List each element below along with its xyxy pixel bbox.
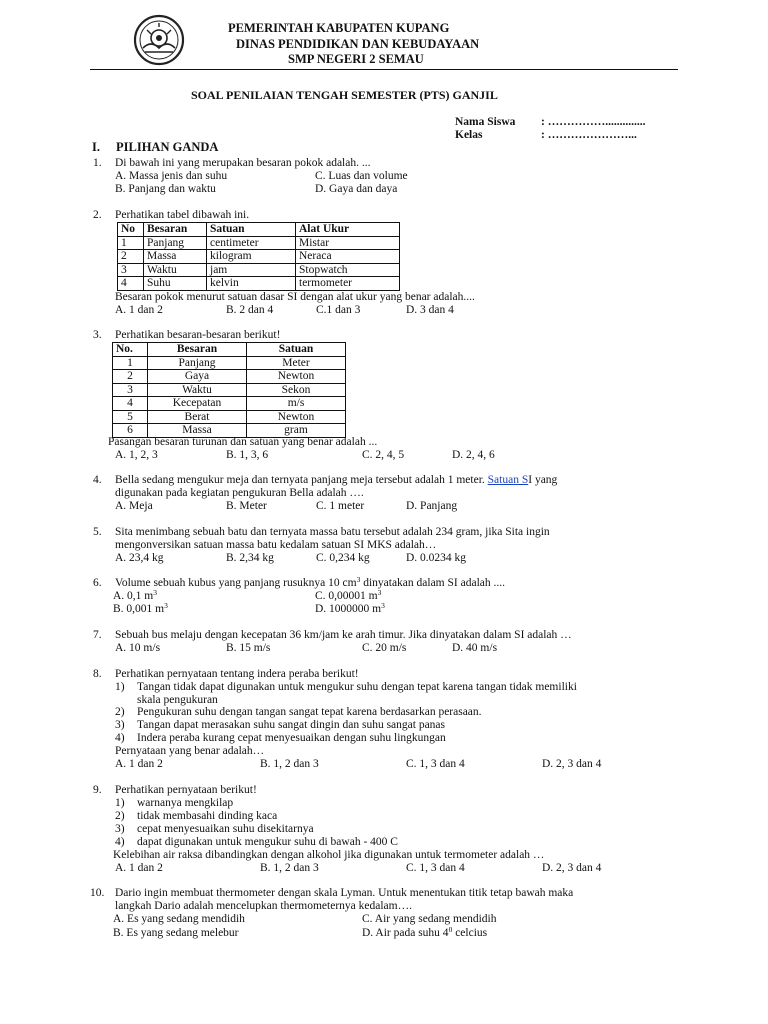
question-text-part: I (528, 474, 533, 486)
table-row (118, 250, 400, 264)
option-b: B. 1, 2 dan 3 (260, 862, 319, 874)
student-name-field: : …………….............. (541, 116, 646, 128)
option-d: D. Gaya dan daya (315, 183, 398, 195)
option-a (113, 590, 157, 604)
superscript: 3 (356, 575, 361, 584)
statement-number: 3) (115, 823, 125, 835)
si-unit-link[interactable]: Satuan S (487, 474, 529, 486)
question-text: Perhatikan pernyataan tentang indera peraba berikut! (115, 668, 359, 680)
option-a: A. 23,4 kg (115, 552, 164, 564)
student-name-label: Nama Siswa (455, 116, 516, 128)
question-text: Sebuah bus melaju dengan kecepatan 36 km/jam ke arah timur. Jika dinyatakan dalam SI adalah … (115, 629, 572, 641)
question-number: 6. (93, 577, 102, 589)
statement-text: Tangan tidak dapat digunakan untuk mengukur suhu dengan tepat karena tangan tidak memiliki (137, 681, 577, 693)
option-c (315, 590, 381, 604)
question-number: 8. (93, 668, 102, 680)
section-number: I. (92, 140, 100, 154)
option-d: D. 40 m/s (452, 642, 498, 654)
option-c: C. 2, 4, 5 (362, 449, 405, 461)
table-header: Satuan (207, 223, 296, 237)
option-b: B. 1, 2 dan 3 (260, 758, 319, 770)
option-a: A. 1, 2, 3 (115, 449, 158, 461)
table-cell: termometer (296, 277, 400, 291)
option-a: A. 10 m/s (115, 642, 161, 654)
table-header: No (118, 223, 144, 237)
question-text (115, 577, 505, 591)
student-class-field: : …………………... (541, 129, 637, 141)
question-text-continued: mengonversikan satuan massa batu kedalam satuan SI MKS adalah… (115, 539, 437, 551)
table-row (113, 370, 346, 384)
table-cell: Panjang (148, 356, 247, 370)
option-c: C. 1, 3 dan 4 (406, 758, 465, 770)
statement-text: warnanya mengkilap (137, 797, 234, 809)
table-cell: 4 (113, 397, 148, 411)
table-cell: Berat (148, 410, 247, 424)
option-b: B. 2,34 kg (226, 552, 274, 564)
header-divider (90, 69, 678, 70)
option-b-text: B. 0,001 m (113, 603, 165, 615)
option-a: A. Massa jenis dan suhu (115, 170, 228, 182)
option-a: A. 1 dan 2 (115, 758, 163, 770)
statement-text: skala pengukuran (137, 694, 218, 706)
table-cell: gram (247, 424, 346, 438)
table-header: Alat Ukur (296, 223, 400, 237)
option-c: C. 1 meter (316, 500, 365, 512)
question-text-part: dinyatakan dalam SI adalah .... (360, 577, 505, 589)
superscript: 3 (164, 601, 168, 610)
table-cell: jam (207, 263, 296, 277)
quantity-unit-tool-table (117, 222, 400, 291)
table-cell: m/s (247, 397, 346, 411)
table-cell: Suhu (144, 277, 207, 291)
table-cell: Waktu (148, 383, 247, 397)
option-a: A. Es yang sedang mendidih (113, 913, 245, 925)
option-d-text: celcius (452, 927, 488, 939)
table-cell: 1 (118, 236, 144, 250)
option-d-text: D. 1000000 m (315, 603, 382, 615)
student-class-label: Kelas (455, 129, 483, 141)
header-government: PEMERINTAH KABUPATEN KUPANG (228, 21, 450, 35)
question-text: Sita menimbang sebuah batu dan ternyata massa batu tersebut adalah 234 gram, jika Sita ingin (115, 526, 550, 538)
table-cell: Panjang (144, 236, 207, 250)
option-a-text: A. 0,1 m (113, 590, 154, 602)
table-cell: 3 (113, 383, 148, 397)
statement-text: Indera peraba kurang cepat menyesuaikan dengan suhu lingkungan (137, 732, 446, 744)
table-row (113, 424, 346, 438)
table-header: No. (113, 343, 148, 357)
statement-number: 4) (115, 836, 125, 848)
option-c: C. Luas dan volume (315, 170, 408, 182)
question-text: Perhatikan tabel dibawah ini. (115, 209, 250, 221)
option-b: B. Meter (226, 500, 267, 512)
option-d: D. 0.0234 kg (406, 552, 467, 564)
table-row (113, 383, 346, 397)
option-d (362, 927, 487, 941)
table-cell: 1 (113, 356, 148, 370)
option-b: B. 2 dan 4 (226, 304, 274, 316)
option-d: D. 2, 4, 6 (452, 449, 495, 461)
option-d: D. 2, 3 dan 4 (542, 862, 602, 874)
table-cell: Gaya (148, 370, 247, 384)
table-header-row (118, 223, 400, 237)
table-cell: 5 (113, 410, 148, 424)
table-cell: centimeter (207, 236, 296, 250)
question-number: 3. (93, 329, 102, 341)
table-cell: 4 (118, 277, 144, 291)
table-cell: Newton (247, 370, 346, 384)
table-cell: kilogram (207, 250, 296, 264)
option-b: B. 15 m/s (226, 642, 271, 654)
statement-number: 2) (115, 706, 125, 718)
question-text: Di bawah ini yang merupakan besaran pokok adalah. ... (115, 157, 371, 169)
question-text: Perhatikan pernyataan berikut! (115, 784, 257, 796)
option-a: A. 1 dan 2 (115, 862, 163, 874)
table-row (113, 397, 346, 411)
statement-text: Tangan dapat merasakan suhu sangat dingin dan suhu sangat panas (137, 719, 446, 731)
option-d: D. 3 dan 4 (406, 304, 454, 316)
option-c: C. 1, 3 dan 4 (406, 862, 465, 874)
statement-text: Pengukuran suhu dengan tangan sangat tepat karena berdasarkan perasaan. (137, 706, 482, 718)
statement-number: 1) (115, 797, 125, 809)
question-number: 1. (93, 157, 102, 169)
question-prompt: Kelebihan air raksa dibandingkan dengan alkohol jika digunakan untuk termometer adalah … (113, 849, 545, 861)
question-text: Perhatikan besaran-besaran berikut! (115, 329, 281, 341)
table-header: Besaran (148, 343, 247, 357)
option-a: A. Meja (115, 500, 153, 512)
option-d (315, 603, 385, 617)
statement-text: cepat menyesuaikan suhu disekitarnya (137, 823, 314, 835)
quantity-unit-table (112, 342, 346, 438)
superscript: 3 (153, 588, 157, 597)
question-number: 10. (90, 887, 105, 899)
question-text-continued: digunakan pada kegiatan pengukuran Bella adalah …. (115, 487, 364, 499)
statement-number: 1) (115, 681, 125, 693)
table-header: Satuan (247, 343, 346, 357)
table-row (118, 263, 400, 277)
option-d: D. 2, 3 dan 4 (542, 758, 602, 770)
table-cell: 3 (118, 263, 144, 277)
table-cell: Sekon (247, 383, 346, 397)
table-cell: 2 (118, 250, 144, 264)
option-b: B. Panjang dan waktu (115, 183, 216, 195)
superscript: 3 (381, 601, 385, 610)
question-text-continued: langkah Dario adalah mencelupkan thermometernya kedalam…. (115, 900, 412, 912)
question-number: 5. (93, 526, 102, 538)
statement-number: 2) (115, 810, 125, 822)
option-c: C. 20 m/s (362, 642, 407, 654)
option-b: B. 1, 3, 6 (226, 449, 269, 461)
question-number: 7. (93, 629, 102, 641)
option-c: C. 0,234 kg (316, 552, 370, 564)
table-row (118, 277, 400, 291)
statement-number: 3) (115, 719, 125, 731)
option-a: A. 1 dan 2 (115, 304, 163, 316)
table-cell: Waktu (144, 263, 207, 277)
table-cell: kelvin (207, 277, 296, 291)
table-cell: Meter (247, 356, 346, 370)
table-row (113, 356, 346, 370)
table-cell: Neraca (296, 250, 400, 264)
question-text (115, 474, 557, 488)
option-c: C. Air yang sedang mendidih (362, 913, 497, 925)
section-title: PILIHAN GANDA (116, 140, 219, 154)
question-number: 4. (93, 474, 102, 486)
header-department: DINAS PENDIDIKAN DAN KEBUDAYAAN (236, 37, 480, 51)
statement-number: 4) (115, 732, 125, 744)
question-text-part: Bella sedang mengukur meja dan ternyata panjang meja tersebut adalah 1 meter. (115, 474, 488, 486)
table-cell: 6 (113, 424, 148, 438)
table-cell: Stopwatch (296, 263, 400, 277)
option-c-text: C. 0,00001 m (315, 590, 378, 602)
superscript: 3 (377, 588, 382, 597)
option-d: D. Panjang (406, 500, 458, 512)
question-number: 2. (93, 209, 102, 221)
table-row (113, 410, 346, 424)
table-cell: Kecepatan (148, 397, 247, 411)
table-header-row (113, 343, 346, 357)
option-d-text: D. Air pada suhu 4 (362, 927, 449, 939)
table-cell: 2 (113, 370, 148, 384)
statement-text: tidak membasahi dinding kaca (137, 810, 278, 822)
option-b: B. Es yang sedang melebur (113, 927, 239, 939)
table-row (118, 236, 400, 250)
exam-title: SOAL PENILAIAN TENGAH SEMESTER (PTS) GANJIL (191, 88, 498, 102)
table-cell: Mistar (296, 236, 400, 250)
option-b (113, 603, 168, 617)
table-cell: Newton (247, 410, 346, 424)
question-text-part: yang (532, 474, 558, 486)
superscript: 0 (448, 925, 453, 934)
question-text-part: Volume sebuah kubus yang panjang rusuknya 10 cm (115, 577, 357, 589)
question-prompt: Pernyataan yang benar adalah… (115, 745, 265, 757)
table-header: Besaran (144, 223, 207, 237)
question-prompt: Pasangan besaran turunan dan satuan yang benar adalah ... (108, 436, 378, 448)
table-cell: Massa (148, 424, 247, 438)
school-logo (133, 14, 185, 66)
question-text: Dario ingin membuat thermometer dengan skala Lyman. Untuk menentukan titik tetap bawah maka (115, 887, 574, 899)
table-cell: Massa (144, 250, 207, 264)
question-prompt: Besaran pokok menurut satuan dasar SI dengan alat ukur yang benar adalah.... (115, 291, 475, 303)
option-c: C.1 dan 3 (316, 304, 361, 316)
question-number: 9. (93, 784, 102, 796)
statement-text: dapat digunakan untuk mengukur suhu di bawah - 400 C (137, 836, 398, 848)
header-school: SMP NEGERI 2 SEMAU (288, 52, 424, 66)
